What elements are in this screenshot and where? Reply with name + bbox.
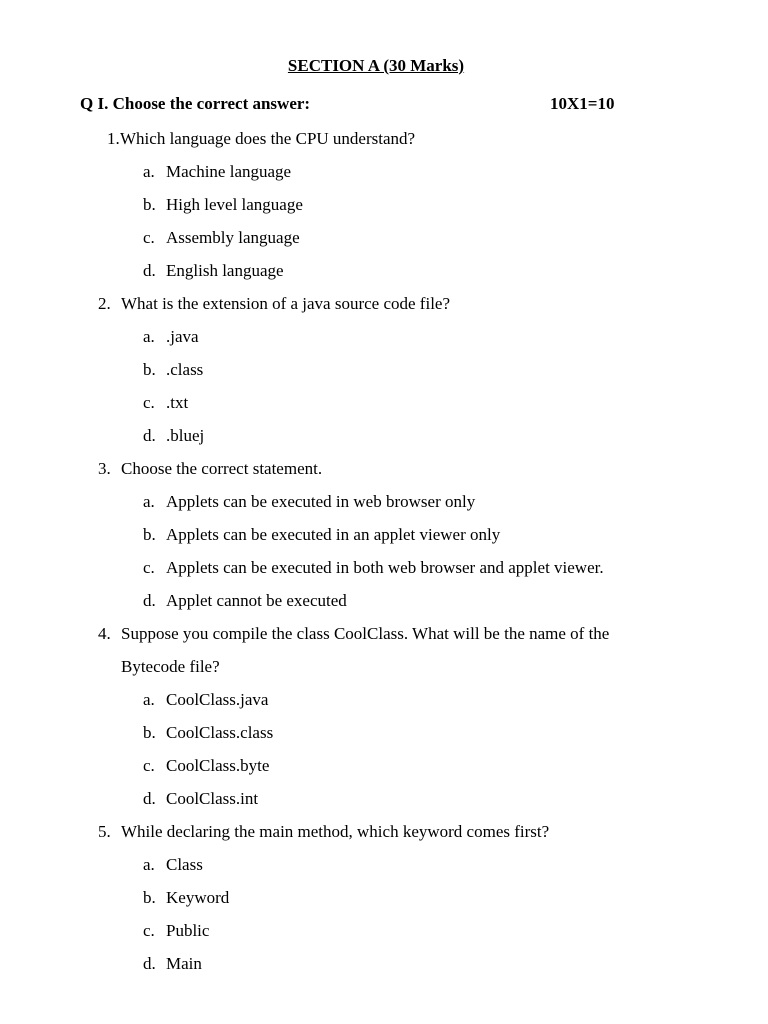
option-d: [0, 947, 768, 980]
option-letter: d.: [143, 261, 156, 280]
option-letter: b.: [143, 360, 156, 379]
option-letter: c.: [143, 228, 155, 247]
question-line: [0, 122, 768, 155]
option-text: CoolClass.byte: [166, 756, 270, 775]
option-c: [0, 221, 768, 254]
option-letter: c.: [143, 921, 155, 940]
option-text: .java: [166, 327, 199, 346]
question-text: Suppose you compile the class CoolClass. What will be the name of the: [121, 624, 610, 643]
option-list: [0, 155, 768, 287]
option-letter: c.: [143, 558, 155, 577]
option-text: Assembly language: [166, 228, 300, 247]
option-letter: b.: [143, 525, 156, 544]
question-text: Bytecode file?: [121, 657, 220, 676]
question-line: [0, 617, 768, 650]
option-text: Applets can be executed in an applet viewer only: [166, 525, 501, 544]
option-d: [0, 584, 768, 617]
question-number: 3.: [98, 459, 111, 478]
question-number: 2.: [98, 294, 111, 313]
option-letter: d.: [143, 591, 156, 610]
question-line-continued: [0, 650, 768, 683]
question-text: While declaring the main method, which keyword comes first?: [121, 822, 550, 841]
option-text: Applets can be executed in both web browser and applet viewer.: [166, 558, 604, 577]
option-text: Public: [166, 921, 210, 940]
question-text: What is the extension of a java source code file?: [121, 294, 451, 313]
option-text: CoolClass.class: [166, 723, 274, 742]
marks-allocation: 10X1=10: [550, 94, 615, 113]
question-text: Choose the correct statement.: [121, 459, 323, 478]
option-text: Applet cannot be executed: [166, 591, 347, 610]
option-b: [0, 518, 768, 551]
option-a: [0, 155, 768, 188]
option-letter: d.: [143, 789, 156, 808]
question-text: Which language does the CPU understand?: [120, 129, 416, 148]
option-c: [0, 551, 768, 584]
option-letter: c.: [143, 393, 155, 412]
option-letter: a.: [143, 690, 155, 709]
question-4: [0, 617, 768, 815]
option-text: .bluej: [166, 426, 205, 445]
option-a: [0, 848, 768, 881]
option-text: High level language: [166, 195, 303, 214]
question-line: [0, 287, 768, 320]
option-text: Keyword: [166, 888, 230, 907]
question-line: [0, 452, 768, 485]
option-b: [0, 716, 768, 749]
option-text: .txt: [166, 393, 189, 412]
option-text: CoolClass.java: [166, 690, 269, 709]
option-b: [0, 188, 768, 221]
option-letter: a.: [143, 162, 155, 181]
option-a: [0, 320, 768, 353]
option-list: [0, 320, 768, 452]
option-text: Applets can be executed in web browser only: [166, 492, 476, 511]
question-number: 1.: [107, 129, 120, 148]
question-line: [0, 815, 768, 848]
option-a: [0, 683, 768, 716]
option-d: [0, 782, 768, 815]
option-text: .class: [166, 360, 204, 379]
option-text: Class: [166, 855, 203, 874]
option-b: [0, 881, 768, 914]
option-letter: d.: [143, 954, 156, 973]
option-b: [0, 353, 768, 386]
option-c: [0, 386, 768, 419]
option-letter: c.: [143, 756, 155, 775]
option-letter: d.: [143, 426, 156, 445]
option-letter: b.: [143, 723, 156, 742]
option-c: [0, 749, 768, 782]
question-3: [0, 452, 768, 617]
option-d: [0, 254, 768, 287]
question-1: [0, 122, 768, 287]
option-letter: a.: [143, 855, 155, 874]
section-title: SECTION A (30 Marks): [287, 56, 465, 75]
option-d: [0, 419, 768, 452]
option-text: Main: [166, 954, 202, 973]
option-letter: b.: [143, 195, 156, 214]
option-list: [0, 683, 768, 815]
question-heading: [80, 93, 620, 115]
question-list: [0, 122, 768, 980]
option-letter: a.: [143, 327, 155, 346]
option-list: [0, 848, 768, 980]
option-c: [0, 914, 768, 947]
question-5: [0, 815, 768, 980]
option-letter: b.: [143, 888, 156, 907]
question-2: [0, 287, 768, 452]
option-letter: a.: [143, 492, 155, 511]
option-list: [0, 485, 768, 617]
question-number: 5.: [98, 822, 111, 841]
option-text: CoolClass.int: [166, 789, 259, 808]
option-a: [0, 485, 768, 518]
question-instruction: Q I. Choose the correct answer:: [80, 94, 311, 113]
question-number: 4.: [98, 624, 111, 643]
option-text: English language: [166, 261, 284, 280]
option-text: Machine language: [166, 162, 292, 181]
